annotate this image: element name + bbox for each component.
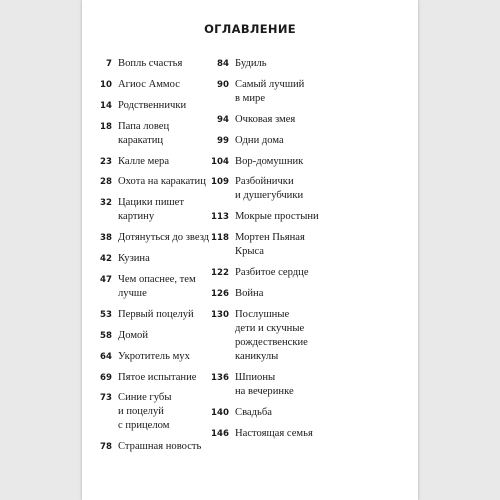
toc-entry <box>211 266 405 280</box>
toc-chapter-title: Разбойнички и душегубчики <box>235 176 304 202</box>
toc-chapter-title: Первый поцелуй <box>118 308 194 320</box>
toc-chapter-title: Война <box>235 288 264 300</box>
toc-chapter-title: Домой <box>118 329 148 341</box>
book-page <box>82 0 418 500</box>
toc-chapter-title: Охота на каракатиц <box>118 176 206 188</box>
toc-page-number: 23 <box>100 156 112 167</box>
toc-page-number: 42 <box>100 254 112 265</box>
toc-entry <box>211 210 405 224</box>
toc-page-number: 78 <box>100 442 112 453</box>
toc-chapter-title: Послушные дети и скучные рождественские каникулы <box>235 308 308 362</box>
toc-chapter-title: Пятое испытание <box>118 371 197 383</box>
toc-chapter-title: Будиль <box>235 58 267 69</box>
toc-page-number: 122 <box>211 268 229 279</box>
toc-chapter-title: Кузина <box>118 253 150 265</box>
toc-page-number: 126 <box>211 289 229 300</box>
page-title: ОГЛАВЛЕНИЕ <box>204 22 296 36</box>
toc-page-number: 90 <box>217 79 229 90</box>
toc-chapter-title: Родственнички <box>118 99 187 111</box>
toc-page-number: 136 <box>211 372 229 383</box>
toc-column-right <box>211 57 405 447</box>
toc-chapter-title: Шпионы на вечеринке <box>235 371 294 397</box>
toc-entry <box>100 329 248 343</box>
toc-entry <box>100 99 248 113</box>
toc-entry <box>217 113 405 127</box>
toc-page-number: 14 <box>100 100 112 111</box>
toc-page-number: 130 <box>211 309 229 320</box>
toc-entry <box>217 134 405 148</box>
toc-chapter-title: Свадьба <box>235 406 272 418</box>
toc-chapter-title: Вор-домушник <box>235 155 304 167</box>
toc-entry <box>211 231 405 259</box>
toc-page-number: 58 <box>100 330 112 341</box>
toc-page-number: 53 <box>100 309 112 320</box>
toc-chapter-title: Чем опаснее, тем лучше <box>118 274 196 300</box>
toc-entry <box>211 308 405 364</box>
toc-page-number: 109 <box>211 177 229 188</box>
toc-page-number: 118 <box>211 233 229 244</box>
toc-chapter-title: Одни дома <box>235 134 284 146</box>
toc-entry <box>100 252 248 266</box>
toc-chapter-title: Мокрые простыни <box>235 211 319 223</box>
toc-page-number: 140 <box>211 407 229 418</box>
toc-entry <box>211 155 405 169</box>
toc-chapter-title: Очковая змея <box>235 113 296 125</box>
toc-page-number: 10 <box>100 79 112 90</box>
toc-chapter-title: Самый лучший в мире <box>235 78 305 104</box>
toc-page-number: 18 <box>100 121 112 132</box>
toc-chapter-title: Страшная новость <box>118 441 202 453</box>
toc-page-number: 7 <box>106 59 112 69</box>
toc-entry <box>211 175 405 203</box>
toc-page-number: 94 <box>217 114 229 125</box>
toc-entry <box>211 287 405 301</box>
toc-chapter-title: Агиос Аммос <box>118 78 180 90</box>
toc-page-number: 84 <box>217 59 229 69</box>
toc-entry <box>217 57 405 71</box>
toc-page-number: 32 <box>100 198 112 209</box>
toc-page-number: 28 <box>100 177 112 188</box>
toc-entry <box>217 78 405 106</box>
toc-entry <box>211 427 405 441</box>
toc-chapter-title: Папа ловец каракатиц <box>118 120 170 146</box>
toc-chapter-title: Укротитель мух <box>118 350 190 362</box>
toc-page-number: 73 <box>100 393 112 404</box>
toc-entry <box>100 440 248 454</box>
toc-chapter-title: Калле мера <box>118 155 170 167</box>
toc-chapter-title: Вопль счастья <box>118 58 183 69</box>
toc-entry <box>100 350 248 364</box>
toc-entry <box>211 371 405 399</box>
toc-chapter-title: Цацики пишет картину <box>118 197 184 223</box>
toc-page-number: 64 <box>100 351 112 362</box>
toc-chapter-title: Разбитое сердце <box>235 267 309 279</box>
toc-page-number: 69 <box>100 372 112 383</box>
toc-page-number: 47 <box>100 275 112 286</box>
toc-chapter-title: Дотянуться до звезд <box>118 232 210 244</box>
toc-page-number: 113 <box>211 212 229 223</box>
toc-entry <box>211 406 405 420</box>
toc-page-number: 146 <box>211 428 229 439</box>
toc-page-number: 99 <box>217 135 229 146</box>
toc-chapter-title: Мортен Пьяная Крыса <box>235 232 305 258</box>
toc-chapter-title: Синие губы и поцелуй с прицелом <box>118 392 172 432</box>
toc-page-number: 104 <box>211 156 229 167</box>
toc-chapter-title: Настоящая семья <box>235 427 313 439</box>
toc-page-number: 38 <box>100 233 112 244</box>
